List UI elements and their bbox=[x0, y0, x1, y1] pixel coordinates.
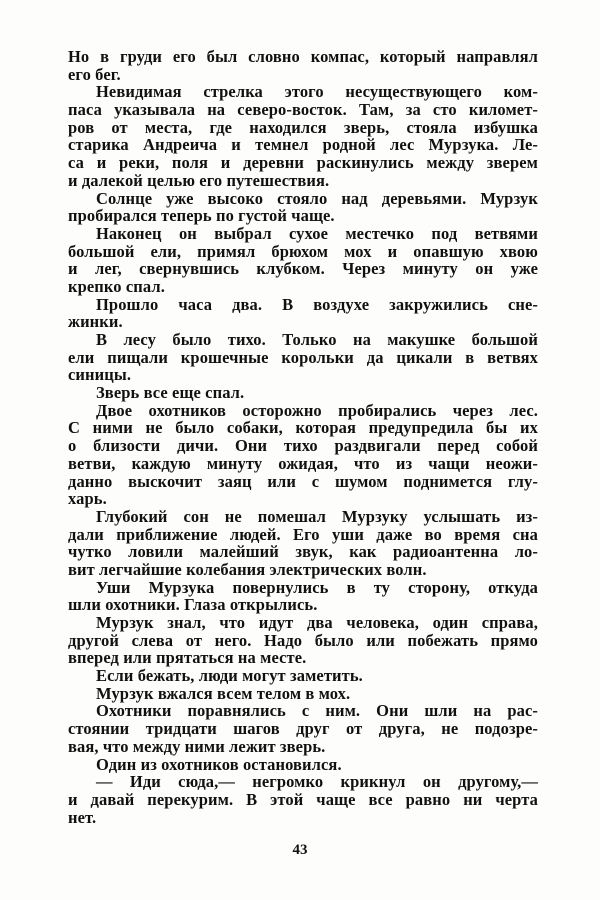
text-line: стоянии тридцати шагов друг от друга, не подозре- bbox=[68, 719, 538, 739]
text-line: его бег. bbox=[68, 64, 121, 84]
page-number: 43 bbox=[292, 842, 308, 858]
text-line: Уши Мурзука повернулись в ту сторону, откуда bbox=[96, 577, 538, 597]
text-line: и далекой целью его путешествия. bbox=[68, 170, 330, 190]
text-line: и лег, свернувшись клубком. Через минуту он уже bbox=[68, 259, 538, 279]
text-line: о близости дичи. Они тихо раздвигали перед собой bbox=[68, 436, 538, 456]
body-text bbox=[68, 48, 538, 826]
text-line: — Иди сюда,— негромко крикнул он другому,— bbox=[96, 772, 538, 792]
text-line: Но в груди его был словно компас, который направлял bbox=[68, 47, 538, 66]
text-line: нет. bbox=[68, 807, 97, 827]
text-line: пробирался теперь по густой чаще. bbox=[68, 206, 335, 226]
text-line: другой слева от него. Надо было или побежать прямо bbox=[68, 630, 538, 650]
text-line: большой ели, примял брюхом мох и опавшую хвою bbox=[68, 241, 538, 261]
text-line: Наконец он выбрал сухое местечко под ветвями bbox=[96, 223, 538, 243]
text-line: синицы. bbox=[68, 365, 132, 385]
text-line: харь. bbox=[68, 489, 107, 509]
text-line: ров от места, где находился зверь, стояла избушка bbox=[68, 117, 538, 137]
text-line: Глубокий сон не помешал Мурзуку услышать из- bbox=[96, 506, 538, 526]
text-line: С ними не было собаки, которая предупредила бы их bbox=[68, 418, 538, 438]
text-line: старика Андреича и темнел родной лес Мурзука. Ле- bbox=[68, 135, 538, 155]
text-line: Прошло часа два. В воздухе закружились сне- bbox=[96, 294, 538, 314]
text-line: Один из охотников остановился. bbox=[96, 754, 342, 774]
text-line: са и реки, поля и деревни раскинулись между зверем bbox=[68, 153, 538, 173]
text-line: дали приближение людей. Его уши даже во время сна bbox=[68, 524, 538, 544]
text-line: Невидимая стрелка этого несуществующего ком- bbox=[96, 82, 538, 102]
text-line: шли охотники. Глаза открылись. bbox=[68, 595, 318, 615]
text-line: и давай перекурим. В этой чаще все равно ни черта bbox=[68, 789, 538, 809]
text-line: данно выскочит заяц или с шумом поднимется глу- bbox=[68, 471, 538, 491]
text-line: крепко спал. bbox=[68, 276, 165, 296]
text-line: ели пищали крошечные корольки да цикали в ветвях bbox=[68, 347, 538, 367]
text-line: жинки. bbox=[68, 312, 123, 332]
text-line: Мурзук вжался всем телом в мох. bbox=[96, 683, 351, 703]
text-line: Зверь все еще спал. bbox=[96, 383, 245, 403]
text-line: вит легчайшие колебания электрических волн. bbox=[68, 559, 427, 579]
text-line: Охотники поравнялись с ним. Они шли на рас- bbox=[96, 701, 538, 721]
text-line: Если бежать, люди могут заметить. bbox=[96, 666, 363, 686]
text-line: ветви, каждую минуту ожидая, что из чащи неожи- bbox=[68, 453, 538, 473]
text-line: Двое охотников осторожно пробирались через лес. bbox=[96, 400, 538, 420]
text-line: Мурзук знал, что идут два человека, один справа, bbox=[96, 613, 538, 632]
text-line: В лесу было тихо. Только на макушке большой bbox=[96, 330, 538, 349]
text-line: вая, что между ними лежит зверь. bbox=[68, 736, 326, 756]
text-line: чутко ловили малейший звук, как радиоантенна ло- bbox=[68, 542, 538, 562]
text-line: вперед или прятаться на месте. bbox=[68, 648, 307, 668]
text-line: паса указывала на северо-восток. Там, за сто километ- bbox=[68, 100, 538, 120]
text-line: Солнце уже высоко стояло над деревьями. Мурзук bbox=[96, 188, 538, 208]
